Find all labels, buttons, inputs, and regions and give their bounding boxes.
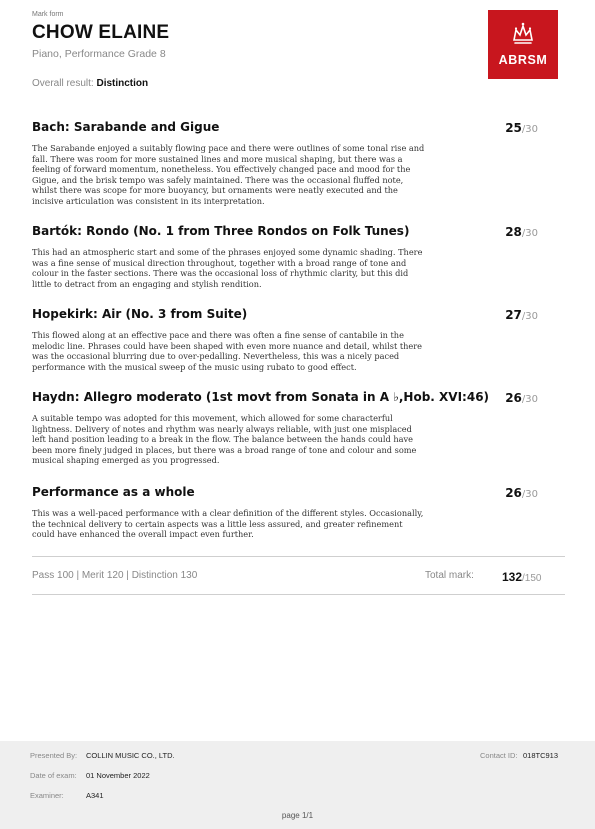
piece-comment: This was a well-paced performance with a clear definition of the different styles. Occasionally, the technical delivery to certain aspects was a little less assured, and greater refinement could have enhanced the overall impact even further. xyxy=(32,508,424,539)
piece-title: Performance as a whole xyxy=(32,485,195,499)
piece-section xyxy=(32,485,565,540)
presented-by-label: Presented By: xyxy=(30,751,78,760)
piece-section xyxy=(32,390,565,466)
piece-section xyxy=(32,224,565,289)
piece-section xyxy=(32,120,565,206)
abrsm-logo xyxy=(488,10,558,79)
piece-score-max: /30 xyxy=(521,124,538,135)
overall-result-value: Distinction xyxy=(96,78,149,89)
piece-score-max: /30 xyxy=(521,228,538,239)
grade-thresholds: Pass 100 | Merit 120 | Distinction 130 xyxy=(32,570,198,581)
examiner-label: Examiner: xyxy=(30,791,64,800)
crown-icon xyxy=(510,20,536,46)
piece-comment: This had an atmospheric start and some of the phrases enjoyed some dynamic shading. There was a fine sense of musical direction throughout, together with a broad range of tone and colour in the faster sections. There was the occasional loss of rhythmic clarity, but this did little to detract from an engaging and stylish rendition. xyxy=(32,247,423,289)
overall-result xyxy=(32,78,148,89)
form-label: Mark form xyxy=(32,11,64,18)
piece-score-max: /30 xyxy=(521,311,538,322)
exam-date-value: 01 November 2022 xyxy=(86,771,150,780)
candidate-name: CHOW ELAINE xyxy=(32,22,170,43)
subject-grade: Piano, Performance Grade 8 xyxy=(32,48,166,60)
examiner-value: A341 xyxy=(86,791,104,800)
piece-score-max: /30 xyxy=(521,394,538,405)
piece-section xyxy=(32,307,565,372)
contact-id-label: Contact ID: xyxy=(480,751,518,760)
total-mark-value: 132 xyxy=(502,570,523,584)
piece-score xyxy=(505,121,538,135)
divider xyxy=(32,594,565,595)
divider xyxy=(32,556,565,557)
footer xyxy=(0,741,595,829)
logo-text: ABRSM xyxy=(498,53,548,67)
page-number: page 1/1 xyxy=(281,811,314,820)
piece-score-value: 26 xyxy=(505,486,522,500)
piece-title: Hopekirk: Air (No. 3 from Suite) xyxy=(32,307,248,321)
piece-score-value: 26 xyxy=(505,391,522,405)
piece-score xyxy=(505,225,538,239)
piece-score xyxy=(505,486,538,500)
piece-title: Bach: Sarabande and Gigue xyxy=(32,120,220,134)
piece-score-value: 25 xyxy=(505,121,522,135)
piece-comment: The Sarabande enjoyed a suitably flowing pace and there were outlines of some tonal rise and fall. There was room for more sustained lines and more musical shaping, but there was a feeling of forward momentum, nonetheless. You effectively changed pace and mood for the Gigue, and the brisk tempo was safely maintained. There was the occasional fluffed note, whilst there was scope for more buoyancy, but ornaments were neatly executed and the incisive articulation was consistent in its interpretation. xyxy=(32,143,425,206)
exam-date-label: Date of exam: xyxy=(30,771,77,780)
piece-score-max: /30 xyxy=(521,489,538,500)
piece-score-value: 28 xyxy=(505,225,522,239)
piece-score-value: 27 xyxy=(505,308,522,322)
total-mark xyxy=(502,570,542,584)
piece-title: Bartók: Rondo (No. 1 from Three Rondos on Folk Tunes) xyxy=(32,224,410,238)
piece-comment: A suitable tempo was adopted for this movement, which allowed for some characterful lightness. Delivery of notes and rhythm was nearly always reliable, with just one misplaced left hand position leading to a break in the flow. The balance between the hands could have been more finely judged in places, but there was a broad range of tone and colour and some musical shaping emerged as you progressed. xyxy=(32,413,417,465)
total-mark-label: Total mark: xyxy=(425,570,474,581)
contact-id-value: 018TC913 xyxy=(523,751,559,760)
presented-by-value: COLLIN MUSIC CO., LTD. xyxy=(86,751,175,760)
piece-comment: This flowed along at an effective pace and there was often a fine sense of cantabile in the melodic line. Phrases could have been shaped with even more nuance and detail, whilst there was the occasional blurring due to over-pedalling. Nevertheless, this was a nicely paced performance with the musical sweep of the music using rubato to good effect. xyxy=(32,330,423,372)
piece-score xyxy=(505,391,538,405)
total-mark-max: /150 xyxy=(522,573,542,584)
overall-result-label: Overall result: xyxy=(32,78,94,89)
piece-title: Haydn: Allegro moderato (1st movt from Sonata in A ♭,Hob. XVI:46) xyxy=(32,390,490,404)
piece-score xyxy=(505,308,538,322)
